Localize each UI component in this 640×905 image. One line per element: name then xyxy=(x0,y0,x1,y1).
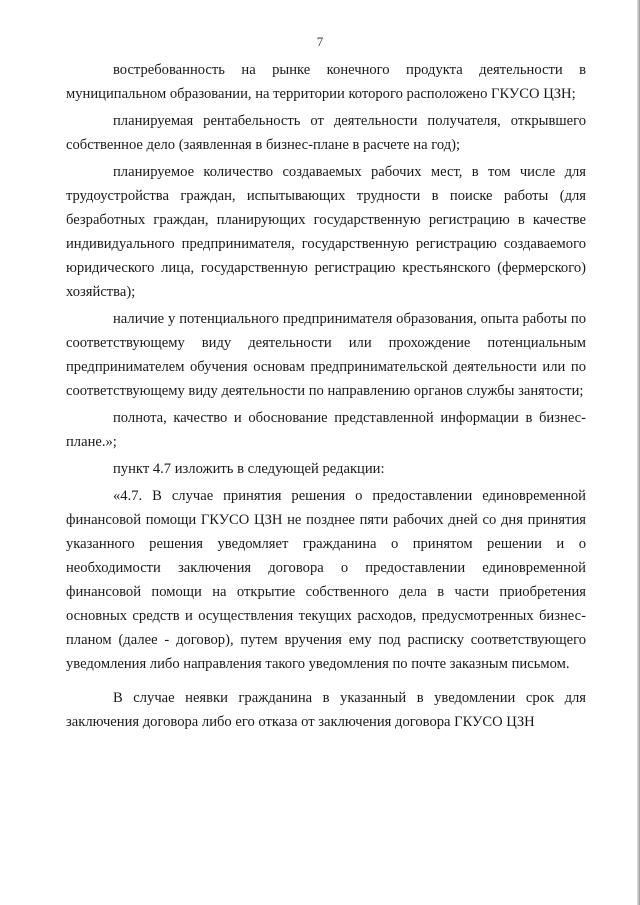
paragraph-clause-4-7: «4.7. В случае принятия решения о предоставлении единовременной финансовой помощи ГКУСО ЦЗН не позднее пяти рабочих дней со дня принятия указанного решения уведомляет гражданина о принятом решении и о необходимости заключения договора о предоставлении единовременной финансовой помощи на открытие собственного дела в части приобретения основных средств и осуществления текущих расходов, предусмотренных бизнес-планом (далее - договор), путем вручения ему под расписку соответствующего уведомления либо направления такого уведомления по почте заказным письмом. xyxy=(66,488,586,672)
paragraph-demand: востребованность на рынке конечного продукта деятельности в муниципальном образовании, на территории которого расположено ГКУСО ЦЗН; xyxy=(66,62,586,102)
paragraph-education: наличие у потенциального предпринимателя образования, опыта работы по соответствующему виду деятельности или прохождение потенциальным предпринимателем обучения основам предпринимательской деятельности или по соответствующему виду деятельности по направлению органов службы занятости; xyxy=(66,311,586,399)
paragraph-jobs: планируемое количество создаваемых рабочих мест, в том числе для трудоустройства граждан, испытывающих трудности в поиске работы (для безработных граждан, планирующих государственную регистрацию в качестве индивидуального предпринимателя, государственную регистрацию создаваемого юридического лица, государственную регистрацию крестьянского (фермерского) хозяйства); xyxy=(66,164,586,300)
page-number: 7 xyxy=(316,34,324,49)
paragraph-completeness: полнота, качество и обоснование представленной информации в бизнес-плане.»; xyxy=(66,410,586,450)
document-body xyxy=(66,58,586,737)
paragraph-non-appearance: В случае неявки гражданина в указанный в уведомлении срок для заключения договора либо его отказа от заключения договора ГКУСО ЦЗН xyxy=(66,690,586,730)
paragraph-amendment-intro: пункт 4.7 изложить в следующей редакции: xyxy=(113,461,385,477)
paragraph-profitability: планируемая рентабельность от деятельности получателя, открывшего собственное дело (заявленная в бизнес-плане в расчете на год); xyxy=(66,113,586,153)
